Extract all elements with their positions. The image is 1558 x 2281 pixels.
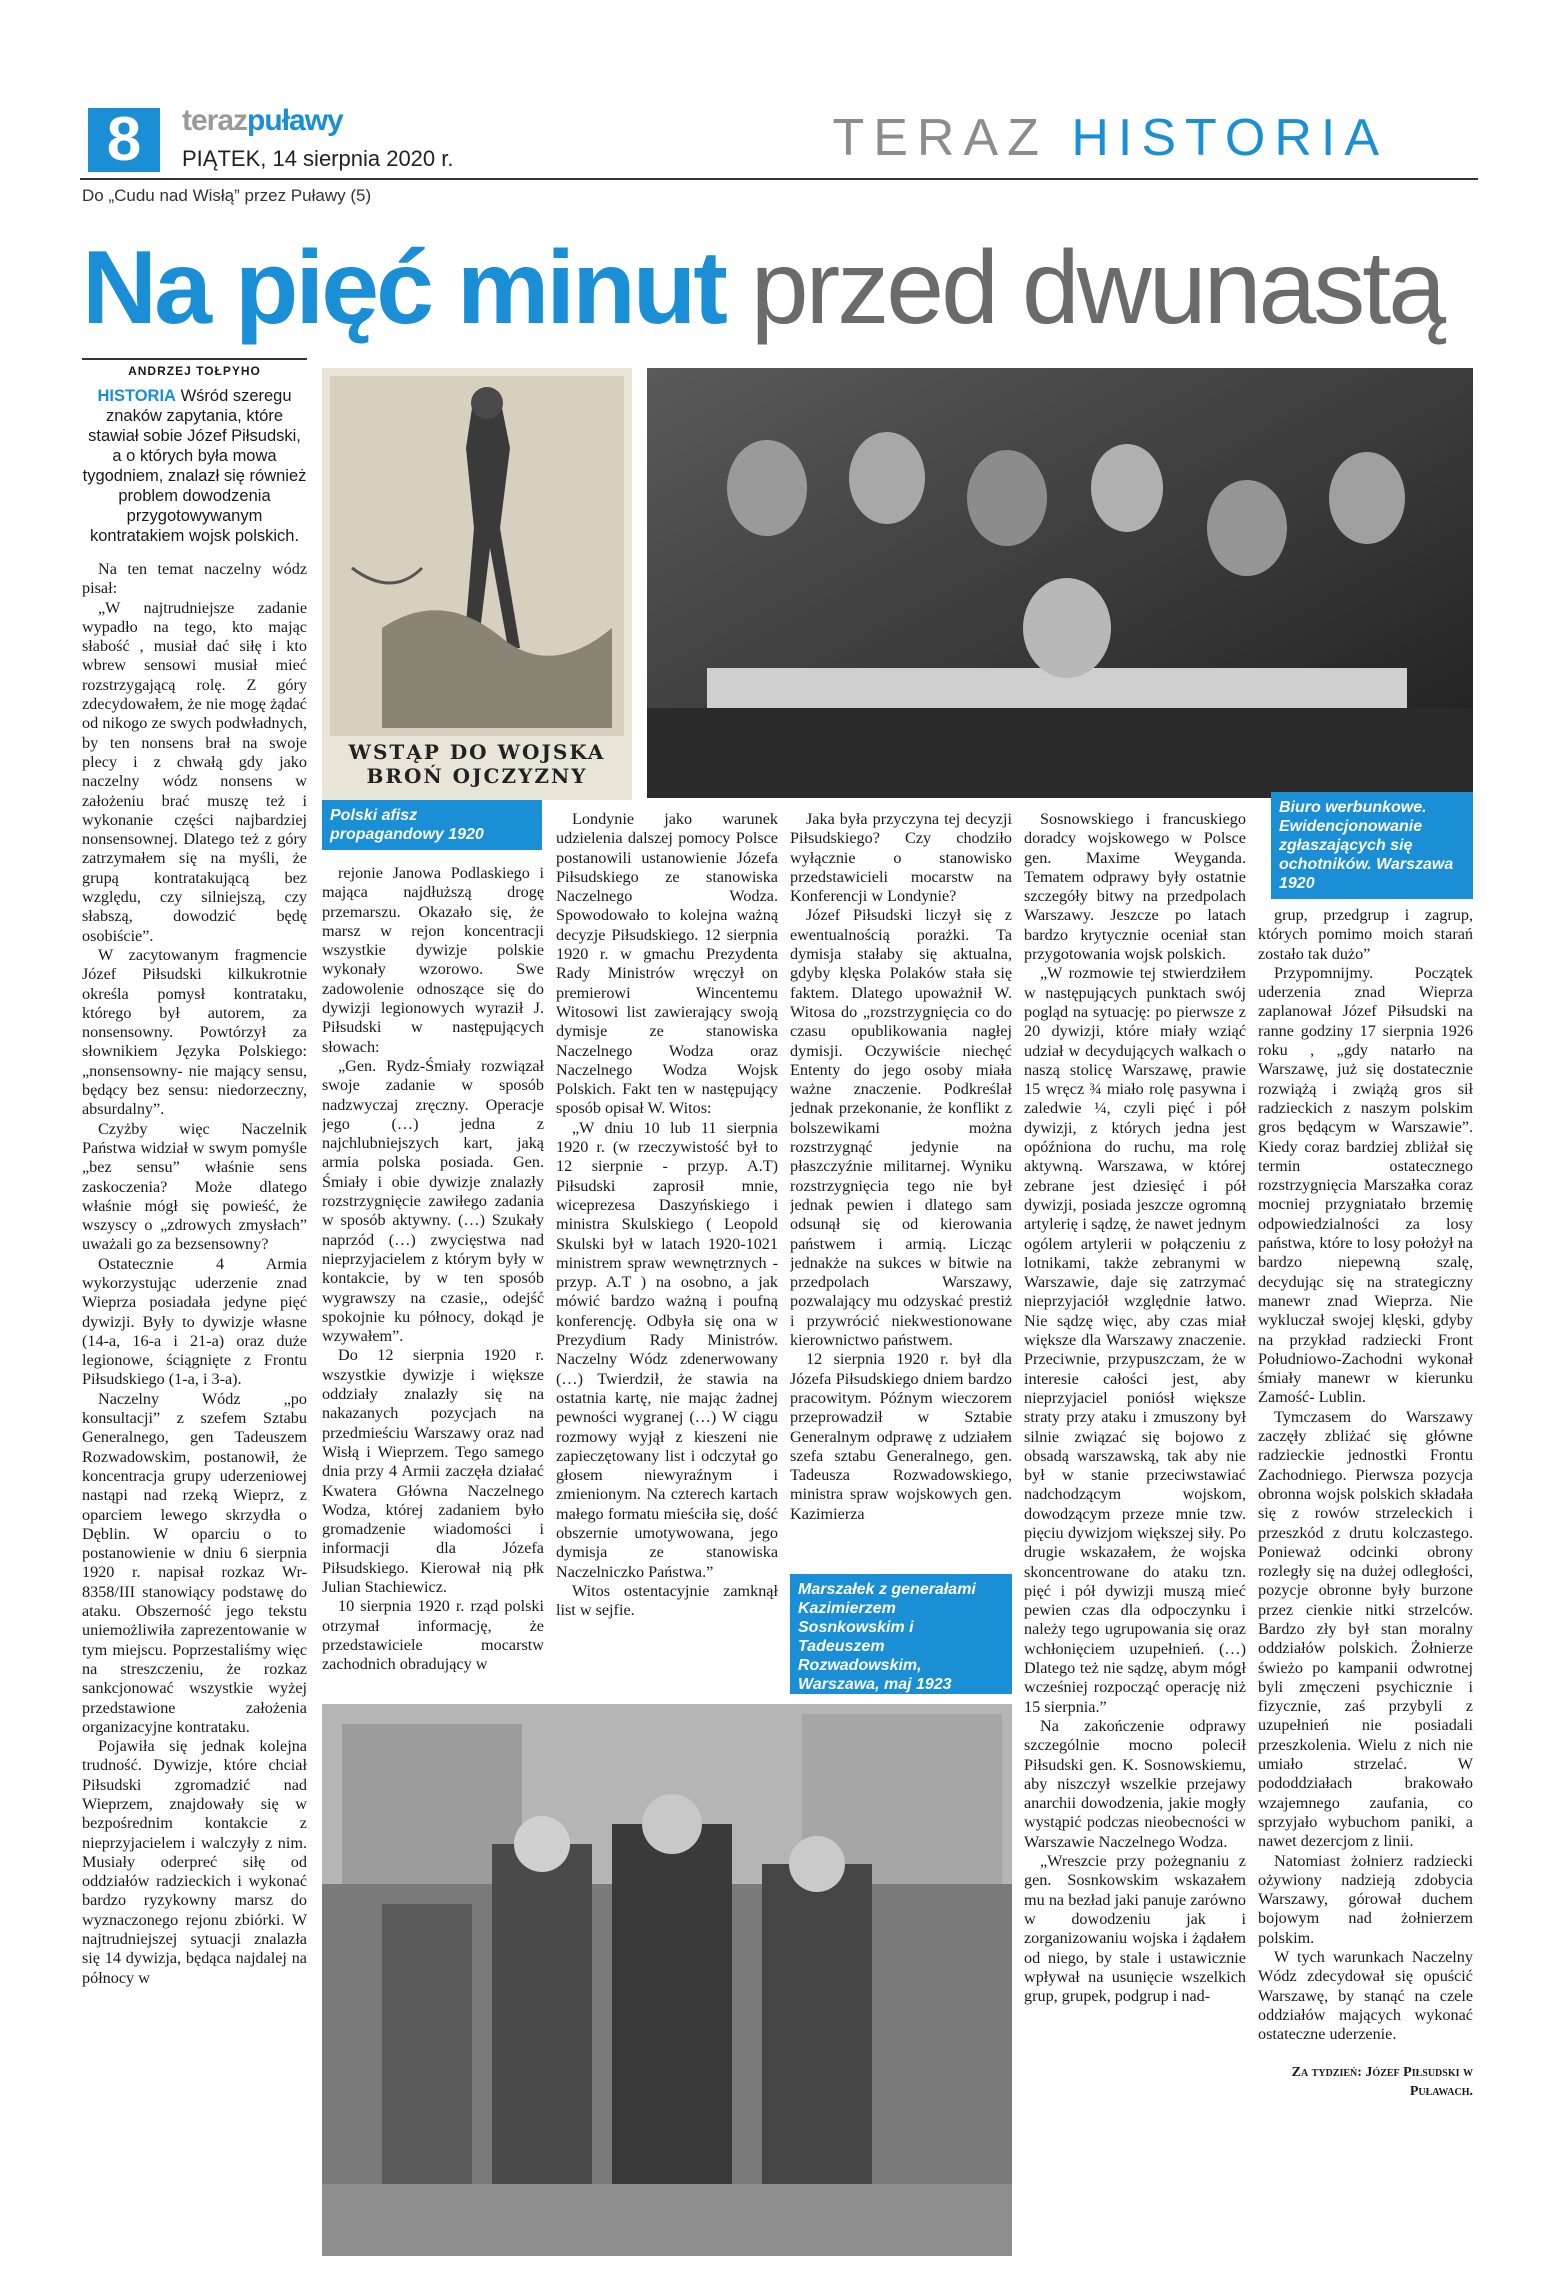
brand-logo xyxy=(182,104,343,138)
paragraph: Jaka była przyczyna tej decyzji Piłsudskiego? Czy chodziło wyłącznie o stanowisko przedstawicieli mocarstw na Konferencji w Londynie? xyxy=(790,810,1012,906)
page-number: 8 xyxy=(88,108,160,172)
publication-date: PIĄTEK, 14 sierpnia 2020 r. xyxy=(182,146,454,171)
poster-image xyxy=(322,368,632,800)
poster-text xyxy=(322,740,632,788)
title-bold: Na pięć minut xyxy=(82,230,725,346)
caption-poster: Polski afisz propagandowy 1920 xyxy=(322,800,542,850)
poster-line-1: WSTĄP DO WOJSKA xyxy=(348,740,606,764)
paragraph: Londynie jako warunek udzielenia dalszej pomocy Polsce postanowili ustanowienie Józefa Piłsudskiego ze stanowiska Naczelnego Wodza. Spowodowało to kolejna ważną decyzje Piłsudskiego. 12 sierpnia 1920 r. w gmachu Prezydenta Rady Ministrów wręczył on premierowi Wincentemu Witosowi list zawierający swoją dymisje ze stanowiska Naczelnego Wodza oraz Naczelnego Wodza Wojsk Polskich. Fakt ten w następujący sposób opisał W. Witos: xyxy=(556,810,778,1118)
paragraph: Na zakończenie odprawy szczególnie mocno polecił Piłsudski gen. K. Sosnowskiemu, aby niszczył wszelkie przejawy anarchii dowodzenia, jakie mogły wystąpić podczas nieobecności w Warszawie Naczelnego Wodza. xyxy=(1024,1716,1246,1851)
next-week-note: Za tydzień: Józef Piłsudski w Puławach. xyxy=(1291,2064,1473,2099)
brand-part-a: teraz xyxy=(182,104,248,137)
paragraph: Ostatecznie 4 Armia wykorzystując uderzenie znad Wieprza posiadała jedyne pięć dywizji. Były to dywizje własne (14-a, 16-a i 21-a) oraz duże legionowe, ściągnięte z Frontu Piłsudskiego (1-a, i 3-a). xyxy=(82,1254,307,1389)
column-3-body xyxy=(556,810,778,1620)
column-4-body xyxy=(790,810,1012,1524)
generals-photo xyxy=(322,1704,1012,2256)
paragraph: Naczelny Wódz „po konsultacji” z szefem Sztabu Generalnego, gen Tadeuszem Rozwadowskim, postanowił, że koncentracja grupy uderzeniowej nastąpi nad rzeką Wieprz, z oparciem lewego skrzydła o Dęblin. W oparciu o to postanowienie w dniu 6 sierpnia 1920 r. napisał rozkaz Wr- 8358/III stanowiący podstawę do ataku. Obszerność jego tekstu uniemożliwiła zaprezentowanie w tym miejscu. Poprzestaliśmy więc na streszczeniu, że rozkaz sankcjonować wszystkie wyżej przedstawione założenia organizacyjne kontrataku. xyxy=(82,1389,307,1736)
column-5 xyxy=(1024,810,1246,2256)
paragraph: rejonie Janowa Podlaskiego i mająca najdłuższą drogę przemarszu. Okazało się, że marsz w rejon koncentracji wszystkie dywizje polskie wykonały wzorowo. Swe zadowolenie odnoszące się do dywizji legionowych wyraził J. Piłsudski w następujących słowach: xyxy=(322,864,544,1056)
paragraph: „W rozmowie tej stwierdziłem w następujących punktach swój pogląd na sytuację: po pierwsze z 20 dywizji, które miały wziąć udział w decydujących walkach o naszą stolicę Warszawę, prawie 15 wręcz ¾ miało rolę pasywna i zaledwie ¼, czyli pięć i pół dywizji, z których jedna jest opóźniona do ruchu, ma rolę aktywną. Warszawa, w której zebrane jest dziesięć i pół dywizji, posiada jeszcze ogromną artylerię i sądzę, że nawet jednym ogólem artylerii w połączeniu z lotnikami, także zebranymi w Warszawie, daje się zatrzymać nieprzyjaciół względnie łatwo. Nie sądzę więc, aby czas miał większe dla Warszawy znaczenie. Przeciwnie, przypuszczam, że w interesie całości jest, aby nieprzyjaciel poniósł większe straty przy ataku i zmuszony był silnie związać się bojowo z obsadą warszawską, tak aby nie był w stanie przeciwstawiać nadchodzącym wojskom, dowodzącym przeze mnie tzw. pięciu dywizjom większej siły. Po drugie wskazałem, że wojska skoncentrowane do ataku tzn. pięć i pół dywizji muszą mieć pewien czas dla odpoczynku i należy tego ugrupowania się oraz wchłonięciem uzupełnień. (…) Dlatego też nie sądzę, abym mógł wcześniej rozpocząć operację niż 15 sierpnia.” xyxy=(1024,964,1246,1716)
paragraph: Na ten temat naczelny wódz pisał: xyxy=(82,560,307,598)
column-2 xyxy=(322,864,544,1694)
lead-text: Wśród szeregu znaków zapytania, które stawiał sobie Józef Piłsudski, a o których była mowa tygodniem, znalazł się również problem dowodzenia przygotowywanym kontratakiem wojsk polskich. xyxy=(82,387,307,545)
paragraph: 12 sierpnia 1920 r. był dla Józefa Piłsudskiego dniem bardzo pracowitym. Późnym wieczorem przeprowadził w Sztabie Generalnym odprawę z udziałem szefa sztabu Generalnego, gen. Tadeusza Rozwadowskiego, ministra spraw wojskowych gen. Kazimierza xyxy=(790,1350,1012,1523)
paragraph: 10 sierpnia 1920 r. rząd polski otrzymał informację, że przedstawiciele mocarstw zachodnich obradujący w xyxy=(322,1597,544,1674)
poster-illustration xyxy=(322,368,632,800)
recruitment-photo xyxy=(647,368,1473,798)
article-title xyxy=(82,218,1482,358)
author-byline: ANDRZEJ TOŁPYHO xyxy=(82,358,307,378)
paragraph: W tych warunkach Naczelny Wódz zdecydował się opuścić Warszawę, by stanąć na czele oddziałów mających wykonać ostateczne uderzenie. xyxy=(1258,1948,1473,2044)
column-1-body xyxy=(82,560,307,1988)
poster-line-2: BROŃ OJCZYZNY xyxy=(366,764,588,788)
paragraph: W zacytowanym fragmencie Józef Piłsudski kilkukrotnie określa pomysł kontrataku, którego był autorem, za nonsensowny. Powtórzył za słownikiem Języka Polskiego: „nonsensowny- nie mający sensu, będący bez sensu: niedorzeczny, absurdalny”. xyxy=(82,945,307,1119)
header-rule xyxy=(80,178,1478,180)
paragraph: Witos ostentacyjnie zamknął list w sejfie. xyxy=(556,1581,778,1620)
column-1 xyxy=(82,386,307,2256)
paragraph: „W najtrudniejsze zadanie wypadło na tego, kto mając słabość , musiał dać siłę i kto wbrew sensowi musiał mieć rozstrzygającą rolę. Z góry zdecydowałem, że nie mogę żądać od nikogo ze swych podwładnych, by ten nonsens brał na swoje plecy i z chwałą gdy jako naczelny wódz nonsens w założeniu brać muszę też i wykonanie części najbardziej nonsensownej. Dlatego też z góry zatrzymałem się na myśli, że grupą kontratakującą bez względu, czy silniejszą, czy słabszą, dowodzić będę osobiście”. xyxy=(82,598,307,945)
brand-part-b: puławy xyxy=(247,104,343,137)
title-light: przed dwunastą xyxy=(750,230,1444,346)
paragraph: Czyżby więc Naczelnik Państwa widział w swym pomyśle „bez sensu” właśnie sens zaskoczenia? Może dlatego właśnie mógł się powieść, że wszyscy o „zdrowych zmysłach” uważali go za bezsensowny? xyxy=(82,1119,307,1254)
series-kicker: Do „Cudu nad Wisłą” przez Puławy (5) xyxy=(82,186,372,205)
paragraph: „Gen. Rydz-Śmiały rozwiązał swoje zadanie w sposób nadzwyczaj zręczny. Operacje jego (…) jedna z najchlubniejszych kart, jaką armia polska posiada. Gen. Śmiały i obie dywizje znalazły rozstrzygnięcie zawiłego zadania w sposób aktywny. (…) Szukały naprzód (…) zwycięstwa nad nieprzyjacielem z którym były w kontakcie, by w ten sposób wygrawszy na czasie,, odejść spokojnie ku północy, dokąd je wzywałem”. xyxy=(322,1056,544,1346)
column-6 xyxy=(1258,906,1473,2256)
generals-photo-graphic xyxy=(322,1704,1012,2256)
section-part-a: TERAZ xyxy=(832,109,1048,167)
paragraph: „Wreszcie przy pożegnaniu z gen. Sosnkowskim wskazałem mu na bezład jaki panuje zarówno w dowodzeniu jak i zorganizowaniu wojska i żądałem od niego, by stale i ustawicznie wpływał na usunięcie wszelkich grup, grupek, podgrup i nad- xyxy=(1024,1852,1246,2006)
column-2-body xyxy=(322,864,544,1674)
paragraph: Przypomnijmy. Początek uderzenia znad Wieprza zaplanował Józef Piłsudski na ranne godziny 17 sierpnia 1926 roku , „gdy natarło na Warszawę, już się dostatecznie rozwiążą i zwiążą gros sił radzieckich z naszym polskim gros będącym w Warszawie”. Kiedy coraz bardziej zbliżał się termin ostatecznego rozstrzygnięcia Marszałka coraz mocniej przygniatało brzemię odpowiedzialności za losy państwa, które to losy położył na bardzo niepewną szalę, decydując się na strategiczny manewr znad Wieprza. Nie wykluczał swojej klęski, gdyby na przykład radziecki Front Południowo-Zachodni wykonał śmiały manewr w kierunku Zamość- Lublin. xyxy=(1258,963,1473,1407)
section-title xyxy=(832,108,1388,168)
paragraph: Pojawiła się jednak kolejna trudność. Dywizje, które chciał Piłsudski zgromadzić nad Wieprzem, znajdowały się w bezpośrednim kontakcie z nieprzyjacielem i walczyły z nim. Musiały oderpreć siłę od oddziałów radzieckich i wykonać bardzo ryzykowny marsz do wyznaczonego rejonu zbiórki. W najtrudniejszej sytuacji znalazła się 14 dywizja, będąca najdalej na północy w xyxy=(82,1737,307,1987)
paragraph: „W dniu 10 lub 11 sierpnia 1920 r. (w rzeczywistość był to 12 sierpnie - przyp. A.T) Piłsudski zaprosił mnie, wiceprezesa Daszyńskiego i ministra Skulskiego ( Leopold Skulski był w latach 1920-1021 ministrem spraw wewnętrznych - przyp. A.T ) na osobno, a jak mówić bardzo ważną i poufną konferencję. Odbyła się ona w Prezydium Rady Ministrów. Naczelny Wódz zdenerwowany (…) Twierdził, że stawia na ostatnia kartę, nie mając żadnej pewności wygranej (…) W ciągu rozmowy wyjął z kieszeni nie zapieczętowany list i odczytał go głosem niewyraźnym i zmienionym. Na czterech kartach małego formatu mieściła się, dość obszernie umotywowana, jego dymisja ze stanowiska Naczelniczko Państwa.” xyxy=(556,1118,778,1581)
paragraph: grup, przedgrup i zagrup, których pomimo moich starań zostało tak dużo” xyxy=(1258,906,1473,963)
paragraph: Tymczasem do Warszawy zaczęły zbliżać się główne radzieckie jednostki Frontu Zachodniego. Pierwsza pozycja obronna wojsk polskich składała się z rowów strzeleckich i przeszkód z drutu kolczastego. Ponieważ odcinki obrony rozległy się na dużej odległości, pozycje obronne były burzone przez cienkie nitki strzelców. Bardzo zły był stan moralny oddziałów polskich. Żołnierze świeżo po kampanii odwrotnej byli zmęczeni psychicznie i fizycznie, zaś przybyli z uzupełnień nie posiadali przeszkolenia. Wielu z nich nie umiało strzelać. W pododdziałach brakowało wzajemnego zaufania, co sprzyjało wybuchom paniki, a nawet dezercjom z linii. xyxy=(1258,1407,1473,1851)
lead-paragraph xyxy=(82,386,307,546)
paragraph: Józef Piłsudski liczył się z ewentualnością porażki. Ta dymisja stałaby się aktualna, gdyby klęska Polaków stała się faktem. Dlatego upoważnił W. Witosa do „rozstrzygnięcia co do czasu opublikowania nagłej dymisji. Oczywiście niechęć Ententy do jego osoby miała ważne znaczenie. Podkreślał jednak przekonanie, że konflikt z bolszewikami można rozstrzygnąć jedynie na płaszczyźnie militarnej. Wyniku rozstrzygnięcia tego nie był jednak pewien i dlatego sam odsunął się od kierowania państwem i armią. Licząc jednakże na sukces w bitwie na przedpolach Warszawy, pozwalający mu odzyskać prestiż i przywrócić niekwestionowane kierownictwo państwem. xyxy=(790,906,1012,1350)
paragraph: Do 12 sierpnia 1920 r. wszystkie dywizje i większe oddziały znalazły się na nakazanych pozycjach na przedmieściu Warszawy oraz nad Wisłą i Wieprzem. Tego samego dnia przy 4 Armii zaczęła działać Kwatera Główna Naczelnego Wodza, której zadaniem było gromadzenie wiadomości i informacji dla Józefa Piłsudskiego. Kierował nią płk Julian Stachiewicz. xyxy=(322,1346,544,1596)
column-3 xyxy=(556,810,778,1694)
column-5-body xyxy=(1024,810,1246,2006)
lead-label: HISTORIA xyxy=(97,387,176,405)
caption-recruitment: Biuro werbunkowe. Ewidencjonowanie zgłaszających się ochotników. Warszawa 1920 xyxy=(1271,792,1473,899)
caption-generals: Marszałek z generałami Kazimierzem Sosnkowskim i Tadeuszem Rozwadowskim, Warszawa, maj 1923 xyxy=(790,1574,1012,1694)
section-part-b: HISTORIA xyxy=(1071,109,1388,167)
paragraph: Sosnowskiego i francuskiego doradcy wojskowego w Polsce gen. Maxime Weyganda. Tematem odprawy były ostatnie szczegóły bitwy na przedpolach Warszawy. Jeszcze po latach bardzo krytycznie oceniał stan przygotowania wojsk polskich. xyxy=(1024,810,1246,964)
paragraph: Natomiast żołnierz radziecki ożywiony nadzieją zdobycia Warszawy, górował duchem bojowym nad żołnierzem polskim. xyxy=(1258,1851,1473,1947)
recruitment-photo-graphic xyxy=(647,368,1473,798)
column-6-body xyxy=(1258,906,1473,2045)
column-4 xyxy=(790,810,1012,1570)
